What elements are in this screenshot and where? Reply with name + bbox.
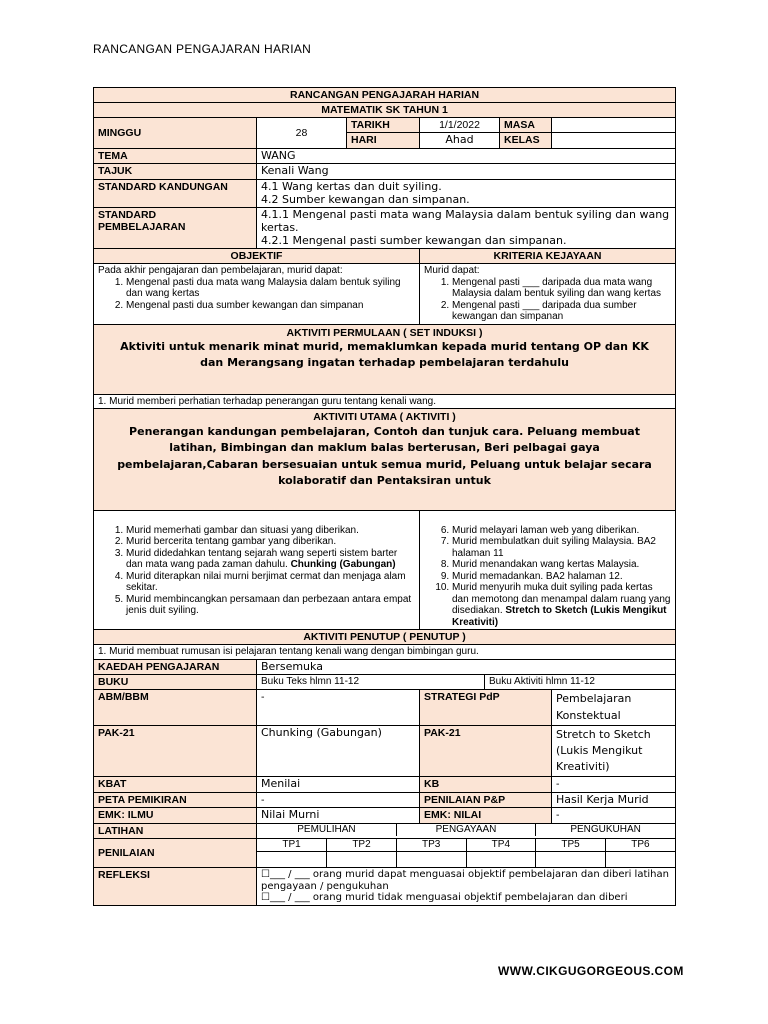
objektif-header: OBJEKTIF xyxy=(94,249,420,264)
utama-right-item-text: Murid menyurih muka duit syiling pada kertas dan memotong dan menampal dalam ruang yang disediakan. xyxy=(452,582,671,616)
kb-label: KB xyxy=(420,777,552,793)
tp-header: TP1 xyxy=(257,839,327,851)
utama-box xyxy=(94,409,676,510)
penutup-header: AKTIVITI PENUTUP ( PENUTUP ) xyxy=(94,630,676,645)
objektif-intro: Pada akhir pengajaran dan pembelajaran, murid dapat: xyxy=(98,265,343,277)
standard-pembelajaran-label-2: PEMBELAJARAN xyxy=(98,221,186,234)
standard-pembelajaran-label-1: STANDARD xyxy=(98,209,157,222)
tp-cell xyxy=(327,851,397,867)
penilaian-pp-value: Hasil Kerja Murid xyxy=(552,792,676,808)
utama-left-item: 2. Murid bercerita tentang gambar yang diberikan. xyxy=(126,536,415,548)
pak21-value-2: Stretch to Sketch (Lukis Mengikut Kreativiti) xyxy=(552,726,676,777)
chunking-label: Chunking (Gabungan) xyxy=(290,559,396,570)
standard-pembelajaran-line-1: 4.1.1 Mengenal pasti mata wang Malaysia dalam bentuk syiling dan wang kertas. xyxy=(261,208,670,235)
refleksi-line-1: ☐___ / ___ orang murid dapat menguasai objektif pembelajaran dan diberi latihan pengayaan / pengukuhan xyxy=(261,869,669,892)
permulaan-item: 1. Murid memberi perhatian terhadap penerangan guru tentang kenali wang. xyxy=(94,394,676,409)
standard-pembelajaran-line-2: 4.2.1 Mengenal pasti sumber kewangan dan simpanan. xyxy=(261,233,567,247)
objektif-item: 1. Mengenal pasti dua mata wang Malaysia dalam bentuk syiling dan wang kertas xyxy=(126,277,415,300)
utama-left-list-cell xyxy=(94,510,420,630)
tp-cell xyxy=(396,851,466,867)
kelas-value xyxy=(552,133,676,149)
standard-kandungan-value xyxy=(257,180,676,208)
standard-kandungan-label: STANDARD KANDUNGAN xyxy=(94,180,257,208)
tp-grid xyxy=(257,839,675,867)
penutup-item: 1. Murid membuat rumusan isi pelajaran tentang kenali wang dengan bimbingan guru. xyxy=(94,645,676,660)
permulaan-description: Aktiviti untuk menarik minat murid, memaklumkan kepada murid tentang OP dan KK dan Merangsang ingatan terhadap pembelajaran terdahulu xyxy=(120,339,649,370)
penilaian-label: PENILAIAN xyxy=(94,839,257,868)
masa-value xyxy=(552,118,676,133)
pak21-value: Chunking (Gabungan) xyxy=(257,726,420,777)
masa-label: MASA xyxy=(500,118,552,133)
abm-label: ABM/BBM xyxy=(94,690,257,726)
tajuk-value: Kenali Wang xyxy=(257,164,676,180)
emk-ilmu-label: EMK: ILMU xyxy=(94,808,257,824)
tp-cell xyxy=(605,851,675,867)
kaedah-label: KAEDAH PENGAJARAN xyxy=(94,659,257,675)
hari-value: Ahad xyxy=(420,133,500,149)
utama-right-item: 9. Murid memadankan. BA2 halaman 12. xyxy=(452,571,671,583)
objektif-item: 2. Mengenal pasti dua sumber kewangan dan simpanan xyxy=(126,300,415,312)
minggu-value: 28 xyxy=(257,118,347,149)
refleksi-line-2: ☐___ / ___ orang murid tidak menguasai objektif pembelajaran dan diberi xyxy=(261,892,628,904)
emk-ilmu-value: Nilai Murni xyxy=(257,808,420,824)
latihan-grid xyxy=(257,824,675,836)
peta-value: - xyxy=(257,792,420,808)
kriteria-item: 2. Mengenal pasti ___ daripada dua sumber kewangan dan simpanan xyxy=(452,300,671,323)
emk-nilai-label: EMK: NILAI xyxy=(420,808,552,824)
tp-header: TP4 xyxy=(466,839,536,851)
refleksi-label: REFLEKSI xyxy=(94,868,257,906)
utama-right-list-cell xyxy=(420,510,676,630)
tp-cell xyxy=(257,851,327,867)
tajuk-label: TAJUK xyxy=(94,164,257,180)
kriteria-content xyxy=(420,264,676,325)
buku-label: BUKU xyxy=(94,675,257,690)
kriteria-intro: Murid dapat: xyxy=(424,265,480,277)
tp-header: TP2 xyxy=(327,839,397,851)
kriteria-list xyxy=(424,277,671,323)
stretch-label: Stretch to Sketch (Lukis Mengikut Kreativiti) xyxy=(452,605,667,628)
objektif-list xyxy=(98,277,415,312)
utama-left-list xyxy=(98,525,415,617)
tarikh-label: TARIKH xyxy=(347,118,420,133)
latihan-pengukuhan: PENGUKUHAN xyxy=(536,824,675,836)
document-title: RANCANGAN PENGAJARAN HARIAN xyxy=(93,42,312,56)
tp-cell xyxy=(536,851,606,867)
tarikh-value: 1/1/2022 xyxy=(420,118,500,133)
standard-pembelajaran-label xyxy=(94,208,257,249)
standard-pembelajaran-value xyxy=(257,208,676,249)
tp-cell xyxy=(466,851,536,867)
utama-right-item: 6. Murid melayari laman web yang diberikan. xyxy=(452,525,671,537)
standard-kandungan-line-1: 4.1 Wang kertas dan duit syiling. xyxy=(261,180,442,194)
kaedah-value: Bersemuka xyxy=(257,659,676,675)
minggu-label: MINGGU xyxy=(94,118,257,149)
tema-value: WANG xyxy=(257,148,676,164)
kb-value: - xyxy=(552,777,676,793)
latihan-pengayaan: PENGAYAAN xyxy=(396,824,535,836)
strategi-label: STRATEGI PdP xyxy=(420,690,552,726)
utama-right-item: 7. Murid membulatkan duit syiling Malaysia. BA2 halaman 11 xyxy=(452,536,671,559)
hari-label: HARI xyxy=(347,133,420,149)
emk-nilai-value: - xyxy=(552,808,676,824)
tp-header: TP5 xyxy=(536,839,606,851)
latihan-options xyxy=(257,824,676,839)
latihan-pemulihan: PEMULIHAN xyxy=(297,824,356,835)
kbat-label: KBAT xyxy=(94,777,257,793)
kbat-value: Menilai xyxy=(257,777,420,793)
permulaan-header: AKTIVITI PERMULAAN ( SET INDUKSI ) xyxy=(286,326,483,339)
utama-right-list xyxy=(424,525,671,629)
buku-teks: Buku Teks hlmn 11-12 xyxy=(257,675,485,690)
permulaan-box xyxy=(94,324,676,394)
tema-label: TEMA xyxy=(94,148,257,164)
strategi-value: Pembelajaran Konstektual xyxy=(552,690,676,726)
objektif-content xyxy=(94,264,420,325)
lesson-plan-table xyxy=(93,87,676,906)
peta-label: PETA PEMIKIRAN xyxy=(94,792,257,808)
kelas-label: KELAS xyxy=(500,133,552,149)
refleksi-content xyxy=(257,868,676,906)
utama-left-item-text: Murid didedahkan tentang sejarah wang seperti sistem barter dan mata wang pada zaman dahulu. xyxy=(126,547,398,570)
standard-kandungan-line-2: 4.2 Sumber kewangan dan simpanan. xyxy=(261,192,470,206)
latihan-label: LATIHAN xyxy=(94,824,257,839)
plan-header-title: RANCANGAN PENGAJARAH HARIAN xyxy=(94,88,676,103)
utama-right-item xyxy=(452,582,671,628)
tp-header: TP6 xyxy=(605,839,675,851)
utama-header: AKTIVITI UTAMA ( AKTIVITI ) xyxy=(313,411,456,424)
utama-left-item: 4. Murid diterapkan nilai murni berjimat cermat dan menjaga alam sekitar. xyxy=(126,571,415,594)
penilaian-pp-label: PENILAIAN P&P xyxy=(420,792,552,808)
penilaian-tp xyxy=(257,839,676,868)
pak21-label-2: PAK-21 xyxy=(420,726,552,777)
plan-header-subject: MATEMATIK SK TAHUN 1 xyxy=(94,103,676,118)
utama-left-item: 1. Murid memerhati gambar dan situasi yang diberikan. xyxy=(126,525,415,537)
utama-left-item: 5. Murid membincangkan persamaan dan perbezaan antara empat jenis duit syiling. xyxy=(126,594,415,617)
tp-header: TP3 xyxy=(396,839,466,851)
buku-aktiviti: Buku Aktiviti hlmn 11-12 xyxy=(485,675,676,690)
utama-right-item: 8. Murid menandakan wang kertas Malaysia. xyxy=(452,559,671,571)
abm-value: - xyxy=(257,690,420,726)
utama-description: Penerangan kandungan pembelajaran, Contoh dan tunjuk cara. Peluang membuat latihan, Bimbingan dan maklum balas berterusan, Beri pelbagai gaya pembelajaran,Cabaran bersesuaian untuk semua murid, Peluang untuk belajar secara kolaboratif dan Pentaksiran untuk xyxy=(117,424,652,487)
kriteria-header: KRITERIA KEJAYAAN xyxy=(420,249,676,264)
footer-url[interactable]: WWW.CIKGUGORGEOUS.COM xyxy=(498,964,684,978)
utama-left-item xyxy=(126,548,415,571)
pak21-label: PAK-21 xyxy=(94,726,257,777)
kriteria-item: 1. Mengenal pasti ___ daripada dua mata wang Malaysia dalam bentuk syiling dan wang kertas xyxy=(452,277,671,300)
